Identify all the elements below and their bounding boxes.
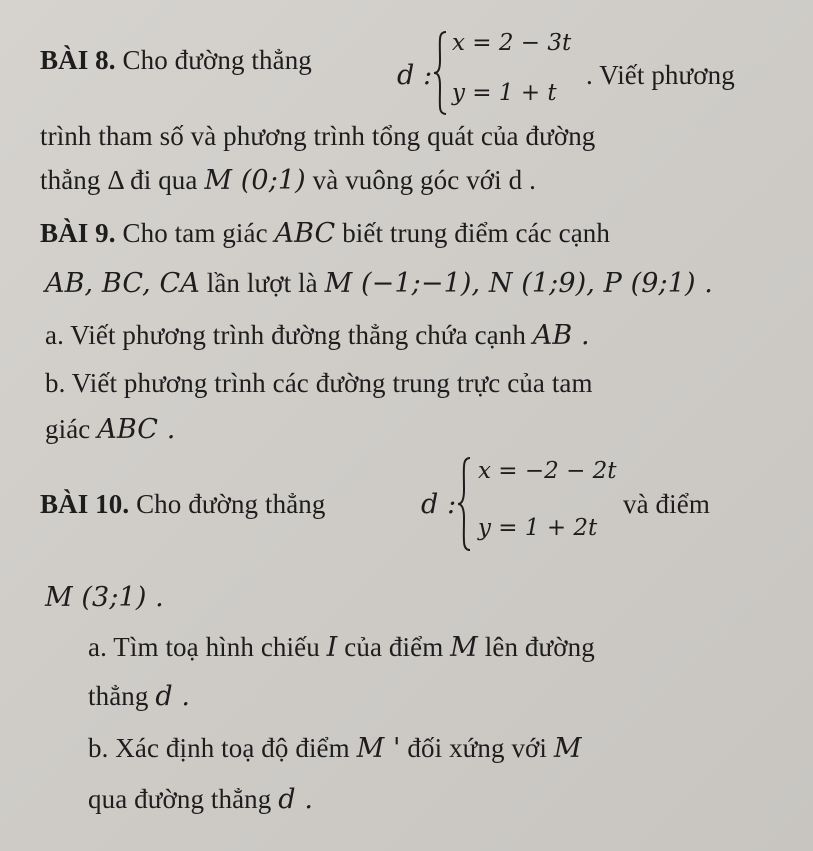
bai10-b-M2: M: [553, 733, 582, 764]
bai9-line1b: biết trung điểm các cạnh: [342, 218, 610, 248]
bai9-part-b2: [45, 414, 175, 445]
bai10-a-end: lên đường: [484, 632, 595, 662]
bai8-point: M (0;1): [204, 165, 306, 196]
bai10-a-M: M: [450, 632, 478, 663]
bai10-a-text: a. Tìm toạ hình chiếu: [88, 632, 320, 662]
bai8-line3a: thẳng Δ đi qua: [40, 165, 198, 195]
bai10-a-I: I: [326, 632, 338, 663]
bai10-a-mid: của điểm: [344, 632, 444, 662]
bai9-a-seg: AB .: [532, 320, 590, 351]
bai10-b-mid: đối xứng với: [407, 733, 548, 763]
bai9-b2a: giác: [45, 414, 91, 444]
bai9-heading: BÀI 9.: [40, 218, 116, 248]
bai9-points: M (−1;−1), N (1;9), P (9;1) .: [324, 268, 713, 299]
bai10-b2-d: d .: [278, 784, 313, 815]
bai10-a2: thẳng: [88, 681, 149, 711]
bai9-line2: [45, 268, 713, 299]
bai9-sides: AB, BC, CA: [45, 268, 200, 299]
bai8-system-row1: x = 2 − 3t: [452, 30, 572, 56]
bai10-b-text: b. Xác định toạ độ điểm: [88, 733, 350, 763]
bai9-part-b: b. Viết phương trình các đường trung trực của tam: [45, 368, 593, 398]
bai9-abc: ABC: [274, 218, 336, 249]
bai8-intro: Cho đường thẳng: [122, 45, 312, 75]
bai10-part-a: [88, 632, 595, 663]
bai10-line1: [40, 489, 325, 520]
bai10-part-a2: [88, 681, 190, 712]
bai9-part-a: [45, 320, 590, 351]
bai9-line1: [40, 218, 610, 249]
bai8-brace: [432, 30, 448, 116]
bai10-part-b2: [88, 784, 313, 815]
bai8-line2: trình tham số và phương trình tổng quát của đường: [40, 121, 596, 151]
bai10-after: và điểm: [623, 489, 710, 519]
bai10-point: M (3;1) .: [45, 582, 164, 613]
bai9-a-text: a. Viết phương trình đường thẳng chứa cạnh: [45, 320, 526, 350]
bai10-system-row2: y = 1 + 2t: [478, 515, 598, 541]
bai8-line1: [40, 45, 312, 76]
bai10-a2-d: d .: [155, 681, 191, 712]
bai10-b2: qua đường thẳng: [88, 784, 272, 814]
bai9-line2a: lần lượt là: [206, 268, 318, 298]
bai8-after: . Viết phương: [586, 60, 735, 90]
bai10-brace: [456, 456, 472, 552]
bai10-b-M: M ': [356, 733, 401, 764]
bai8-heading: BÀI 8.: [40, 45, 116, 75]
bai10-d-label: d :: [421, 489, 457, 520]
bai10-intro: Cho đường thẳng: [136, 489, 326, 519]
bai9-line1a: Cho tam giác: [122, 218, 268, 248]
bai8-line3b: và vuông góc với d .: [312, 165, 536, 195]
bai9-b2b: ABC .: [97, 414, 176, 445]
bai8-d-label: d :: [397, 60, 433, 91]
bai10-system-row1: x = −2 − 2t: [478, 458, 617, 484]
bai10-heading: BÀI 10.: [40, 489, 130, 519]
bai8-line3: [40, 165, 536, 196]
bai10-part-b: [88, 733, 582, 764]
bai8-system-row2: y = 1 + t: [452, 80, 557, 106]
